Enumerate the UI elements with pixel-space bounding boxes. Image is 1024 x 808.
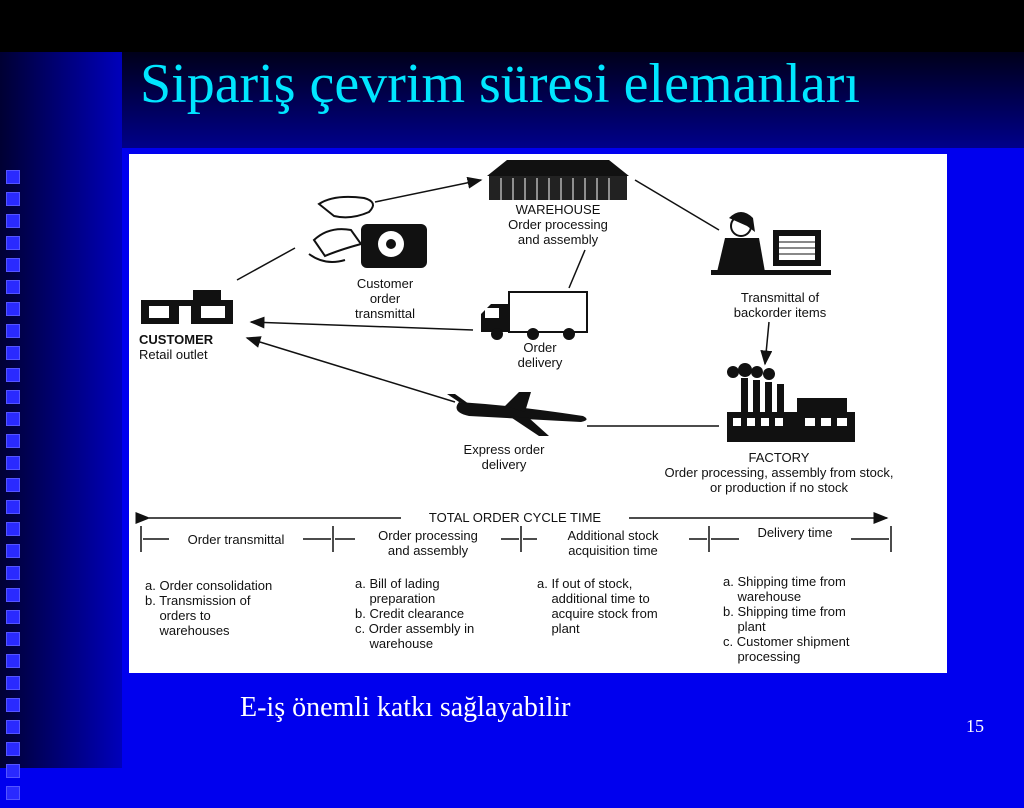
backorder-label: Transmittal of backorder items xyxy=(733,290,827,320)
customer-store-icon xyxy=(141,290,233,324)
arrow-plane-to-customer xyxy=(247,338,455,402)
arrow-truck-to-customer xyxy=(251,322,473,330)
slide-caption: E-iş önemli katkı sağlayabilir xyxy=(240,692,571,723)
top-bar xyxy=(0,0,1024,52)
person-computer-icon xyxy=(711,212,831,275)
delivery-truck-icon xyxy=(481,292,587,340)
column-order-processing: a. Bill of lading preparation b. Credit clearance c. Order assembly in warehouse xyxy=(355,576,475,651)
arrow-phone-to-warehouse xyxy=(375,180,481,202)
warehouse-label: WAREHOUSE Order processing and assembly xyxy=(508,202,608,247)
left-decorative-strip xyxy=(0,52,122,768)
factory-label: FACTORY Order processing, assembly from stock, or production if no stock xyxy=(664,450,894,495)
total-cycle-label: TOTAL ORDER CYCLE TIME xyxy=(428,510,602,525)
column-delivery-time: a. Shipping time from warehouse b. Shipping time from plant c. Customer shipment processing xyxy=(723,574,850,664)
customer-order-label: Customer order transmittal xyxy=(355,276,415,321)
segment-order-transmittal: Order transmittal xyxy=(187,532,285,547)
column-stock-acquisition: a. If out of stock, additional time to acquire stock from plant xyxy=(537,576,658,636)
airplane-icon xyxy=(447,392,587,436)
column-order-transmittal: a. Order consolidation b. Transmission of orders to warehouses xyxy=(145,578,273,638)
arrow-person-to-factory xyxy=(765,322,769,364)
segment-order-processing: Order processing and assembly xyxy=(378,528,478,558)
telephone-icon xyxy=(309,197,427,268)
warehouse-icon xyxy=(487,160,629,200)
slide-title: Sipariş çevrim süresi elemanları xyxy=(140,53,860,115)
arrow-warehouse-to-person xyxy=(635,180,719,230)
segment-stock-acquisition: Additional stock acquisition time xyxy=(567,528,659,558)
factory-icon xyxy=(727,363,855,442)
arrow-customer-to-phone xyxy=(237,248,295,280)
arrow-warehouse-to-truck xyxy=(569,250,585,288)
segment-delivery-time: Delivery time xyxy=(757,525,833,540)
decorative-squares xyxy=(6,170,26,808)
express-delivery-label: Express order delivery xyxy=(463,442,545,472)
page-number: 15 xyxy=(966,716,984,736)
order-delivery-label: Order delivery xyxy=(517,340,563,370)
order-cycle-diagram xyxy=(129,154,947,673)
customer-label: CUSTOMER Retail outlet xyxy=(139,332,214,362)
